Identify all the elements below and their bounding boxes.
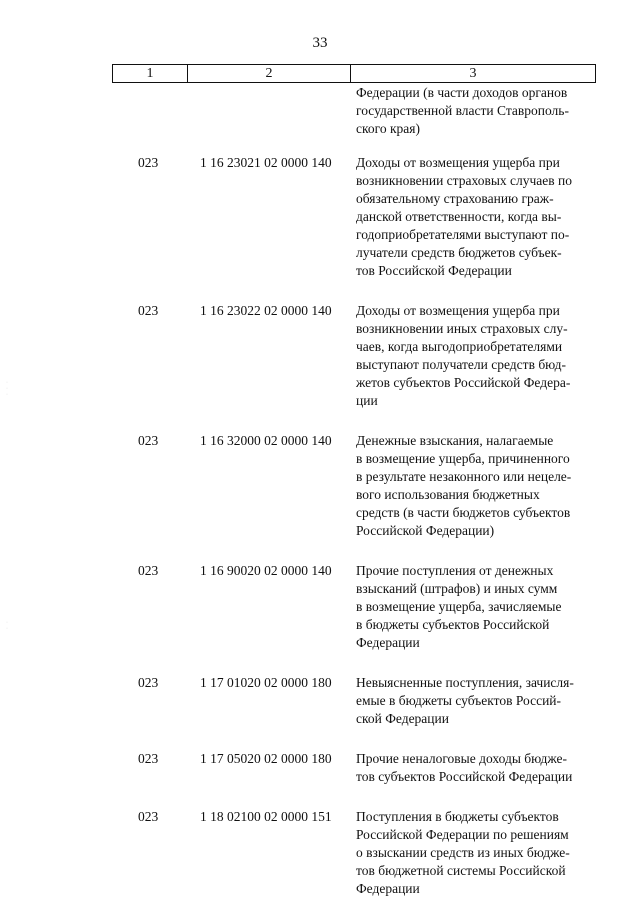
admin-code: 023 bbox=[138, 155, 159, 170]
budget-code: 1 16 90020 02 0000 140 bbox=[200, 563, 332, 578]
income-description: Доходы от возмещения ущерба при возникновении страховых случаев по обязательному страхованию граж- данской ответственности, когда вы- годоприобретателями выступают по- лучатели средств бюджетов субъек- тов Российской Федерации bbox=[356, 155, 573, 278]
table-row bbox=[0, 674, 640, 728]
table-row bbox=[0, 84, 640, 138]
budget-code: 1 16 23022 02 0000 140 bbox=[200, 303, 332, 318]
admin-code: 023 bbox=[138, 563, 159, 578]
admin-code: 023 bbox=[138, 675, 159, 690]
page-number: 33 bbox=[312, 35, 328, 51]
admin-code: 023 bbox=[138, 433, 159, 448]
table-row bbox=[0, 808, 640, 898]
header-col-2: 2 bbox=[188, 65, 351, 82]
income-description: Прочие неналоговые доходы бюдже- тов субъектов Российской Федерации bbox=[356, 751, 573, 784]
margin-artifact: · · bbox=[6, 620, 8, 632]
header-col-3: 3 bbox=[469, 66, 477, 81]
table-header bbox=[112, 64, 596, 83]
budget-code: 1 17 05020 02 0000 180 bbox=[200, 751, 332, 766]
budget-code: 1 16 32000 02 0000 140 bbox=[200, 433, 332, 448]
income-description: Невыясненные поступления, зачисля- емые в бюджеты субъектов Россий- ской Федерации bbox=[356, 675, 574, 726]
budget-code: 1 16 23021 02 0000 140 bbox=[200, 155, 332, 170]
income-description: Федерации (в части доходов органов государственной власти Ставрополь- ского края) bbox=[356, 85, 569, 136]
header-col-1: 1 bbox=[113, 65, 188, 82]
margin-artifact: · · · bbox=[6, 380, 8, 398]
admin-code: 023 bbox=[138, 809, 159, 824]
income-description: Доходы от возмещения ущерба при возникновении иных страховых слу- чаев, когда выгодоприобретателями выступают получатели средств бюд- жетов субъектов Российской Федера- ции bbox=[356, 303, 571, 408]
income-description: Поступления в бюджеты субъектов Российской Федерации по решениям о взыскании средств из иных бюдже- тов бюджетной системы Российской Федерации bbox=[356, 809, 570, 896]
budget-code: 1 18 02100 02 0000 151 bbox=[200, 809, 332, 824]
income-codes-table bbox=[0, 84, 640, 898]
admin-code: 023 bbox=[138, 751, 159, 766]
income-description: Прочие поступления от денежных взысканий (штрафов) и иных сумм в возмещение ущерба, зачисляемые в бюджеты субъектов Российской Федерации bbox=[356, 563, 562, 650]
budget-code: 1 17 01020 02 0000 180 bbox=[200, 675, 332, 690]
table-row bbox=[0, 750, 640, 786]
table-row bbox=[0, 432, 640, 540]
table-row bbox=[0, 154, 640, 280]
income-description: Денежные взыскания, налагаемые в возмещение ущерба, причиненного в результате незаконного или нецеле- вого использования бюджетных средств (в части бюджетов субъектов Российской Федерации) bbox=[356, 433, 572, 538]
table-row bbox=[0, 302, 640, 410]
table-row bbox=[0, 562, 640, 652]
admin-code: 023 bbox=[138, 303, 159, 318]
